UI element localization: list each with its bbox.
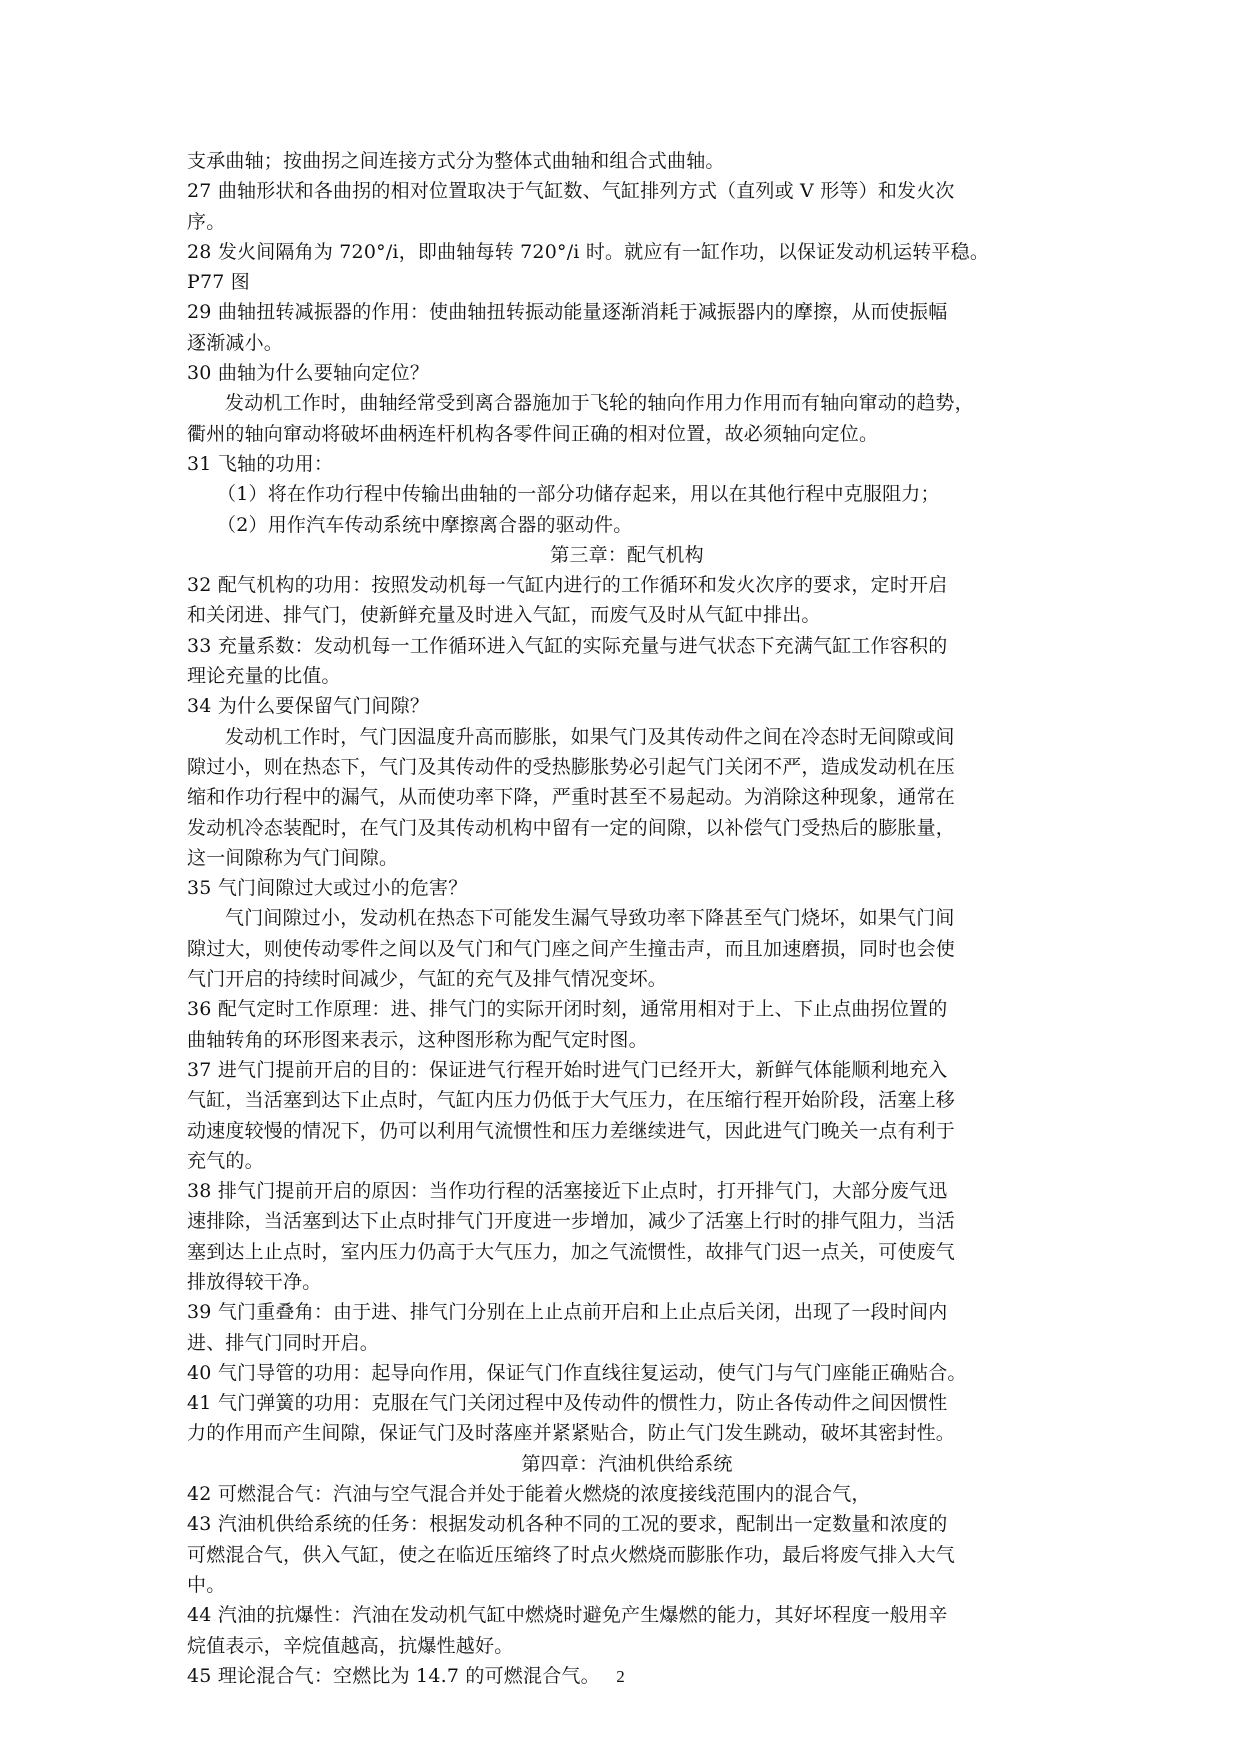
text-line: 29 曲轴扭转减振器的作用：使曲轴扭转振动能量逐渐消耗于减振器内的摩擦，从而使振幅 (187, 301, 948, 324)
text-line: 气门开启的持续时间减少，气缸的充气及排气情况变坏。 (187, 968, 668, 991)
text-line: 逐渐减小。 (187, 331, 284, 354)
text-line: 39 气门重叠角：由于进、排气门分别在上止点前开启和上止点后关闭，出现了一段时间内 (187, 1301, 948, 1324)
chapter-heading: 第三章：配气机构 (550, 543, 704, 566)
text-line: 可燃混合气，供入气缸，使之在临近压缩终了时点火燃烧而膨胀作功，最后将废气排入大气 (187, 1543, 956, 1566)
text-line: P77 图 (187, 271, 251, 294)
text-line: 和关闭进、排气门，使新鲜充量及时进入气缸，而废气及时从气缸中排出。 (187, 604, 821, 627)
text-line: 32 配气机构的功用：按照发动机每一气缸内进行的工作循环和发火次序的要求，定时开启 (187, 574, 948, 597)
text-line: 排放得较干净。 (187, 1270, 322, 1293)
text-line: 31 飞轴的功用： (187, 452, 334, 475)
text-line: 序。 (187, 210, 226, 233)
text-line: 气缸，当活塞到达下止点时，气缸内压力仍低于大气压力，在压缩行程开始阶段，活塞上移 (187, 1089, 956, 1112)
text-line: （1）将在作功行程中传输出曲轴的一部分功储存起来，用以在其他行程中克服阻力； (217, 483, 940, 506)
text-line: 发动机工作时，气门因温度升高而膨胀，如果气门及其传动件之间在冷态时无间隙或间 (225, 725, 955, 748)
text-line: 隙过大，则使传动零件之间以及气门和气门座之间产生撞击声，而且加速磨损，同时也会使 (187, 937, 956, 960)
text-line: 速排除，当活塞到达下止点时排气门开度进一步增加，减少了活塞上行时的排气阻力，当活 (187, 1210, 956, 1233)
text-line: 28 发火间隔角为 720°/i，即曲轴每转 720°/i 时。就应有一缸作功，以保证发动机运转平稳。 (187, 240, 990, 263)
text-line: 动速度较慢的情况下，仍可以利用气流惯性和压力差继续进气，因此进气门晚关一点有利于 (187, 1119, 956, 1142)
text-line: 中。 (187, 1573, 226, 1596)
text-line: 34 为什么要保留气门间隙？ (187, 695, 430, 718)
text-line: （2）用作汽车传动系统中摩擦离合器的驱动件。 (217, 513, 633, 536)
page-number: 2 (616, 1667, 625, 1686)
text-line: 理论充量的比值。 (187, 665, 341, 688)
text-line: 38 排气门提前开启的原因：当作功行程的活塞接近下止点时，打开排气门，大部分废气迅 (187, 1180, 948, 1203)
text-line: 42 可燃混合气：汽油与空气混合并处于能着火燃烧的浓度接线范围内的混合气， (187, 1483, 871, 1506)
text-line: 气门间隙过小，发动机在热态下可能发生漏气导致功率下降甚至气门烧坏，如果气门间 (225, 907, 955, 930)
text-line: 27 曲轴形状和各曲拐的相对位置取决于气缸数、气缸排列方式（直列或 V 形等）和发火次 (187, 180, 955, 203)
text-line: 33 充量系数：发动机每一工作循环进入气缸的实际充量与进气状态下充满气缸工作容积的 (187, 634, 948, 657)
text-line: 进、排气门同时开启。 (187, 1331, 380, 1354)
text-line: 衢州的轴向窜动将破坏曲柄连杆机构各零件间正确的相对位置，故必须轴向定位。 (187, 422, 879, 445)
text-line: 37 进气门提前开启的目的：保证进气行程开始时进气门已经开大，新鲜气体能顺利地充入 (187, 1058, 948, 1081)
chapter-heading: 第四章：汽油机供给系统 (521, 1452, 733, 1475)
text-line: 曲轴转角的环形图来表示，这种图形称为配气定时图。 (187, 1028, 648, 1051)
text-line: 43 汽油机供给系统的任务：根据发动机各种不同的工况的要求，配制出一定数量和浓度的 (187, 1513, 948, 1536)
text-line: 41 气门弹簧的功用：克服在气门关闭过程中及传动件的惯性力，防止各传动件之间因惯性 (187, 1392, 948, 1415)
document-body (187, 146, 1067, 1691)
text-line: 40 气门导管的功用：起导向作用，保证气门作直线往复运动，使气门与气门座能正确贴合。 (187, 1361, 967, 1384)
text-line: 充气的。 (187, 1149, 264, 1172)
text-line: 力的作用而产生间隙，保证气门及时落座并紧紧贴合，防止气门发生跳动，破坏其密封性。 (187, 1422, 956, 1445)
text-line: 45 理论混合气：空燃比为 14.7 的可燃混合气。 (187, 1664, 600, 1687)
text-line: 36 配气定时工作原理：进、排气门的实际开闭时刻，通常用相对于上、下止点曲拐位置的 (187, 998, 948, 1021)
text-line: 30 曲轴为什么要轴向定位？ (187, 362, 430, 385)
text-line: 缩和作功行程中的漏气，从而使功率下降，严重时甚至不易起动。为消除这种现象，通常在 (187, 786, 956, 809)
text-line: 支承曲轴；按曲拐之间连接方式分为整体式曲轴和组合式曲轴。 (187, 150, 725, 172)
text-line: 发动机冷态装配时，在气门及其传动机构中留有一定的间隙，以补偿气门受热后的膨胀量， (187, 816, 956, 839)
text-line: 隙过小，则在热态下，气门及其传动件的受热膨胀势必引起气门关闭不严，造成发动机在压 (187, 755, 956, 778)
text-line: 发动机工作时，曲轴经常受到离合器施加于飞轮的轴向作用力作用而有轴向窜动的趋势， (225, 392, 974, 415)
text-line: 塞到达上止点时，室内压力仍高于大气压力，加之气流惯性，故排气门迟一点关，可使废气 (187, 1240, 956, 1263)
text-line: 35 气门间隙过大或过小的危害？ (187, 877, 468, 900)
text-line: 烷值表示，辛烷值越高，抗爆性越好。 (187, 1634, 514, 1657)
text-line: 这一间隙称为气门间隙。 (187, 846, 399, 869)
text-line: 44 汽油的抗爆性：汽油在发动机气缸中燃烧时避免产生爆燃的能力，其好坏程度一般用辛 (187, 1604, 948, 1627)
